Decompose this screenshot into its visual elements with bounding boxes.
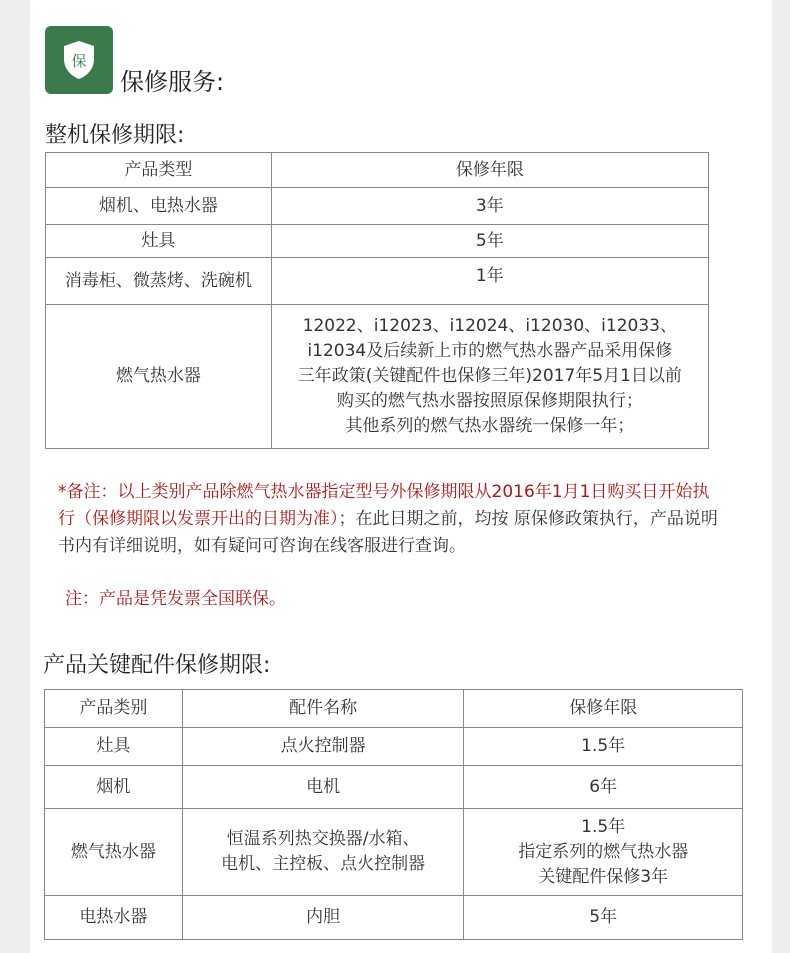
category-cell: 电热水器 bbox=[45, 896, 183, 940]
invoice-note: 注：产品是凭发票全国联保。 bbox=[65, 589, 286, 609]
parts-title: 产品关键配件保修期限: bbox=[43, 653, 271, 678]
product-cell: 烟机、电热水器 bbox=[46, 188, 272, 225]
period-cell: 1.5年 bbox=[464, 728, 743, 766]
column-header-period: 保修年限 bbox=[271, 153, 708, 188]
table-row bbox=[46, 305, 709, 449]
column-header-category: 产品类别 bbox=[45, 690, 183, 728]
parts-warranty-table bbox=[44, 689, 743, 940]
column-header-period: 保修年限 bbox=[464, 690, 743, 728]
column-header-product: 产品类型 bbox=[46, 153, 272, 188]
part-line: 电机、主控板、点火控制器 bbox=[221, 854, 426, 874]
product-cell: 灶具 bbox=[46, 225, 272, 258]
policy-line: 三年政策(关键配件也保修三年)2017年5月1日以前 bbox=[297, 366, 682, 386]
period-cell: 5年 bbox=[464, 896, 743, 940]
table-row bbox=[45, 766, 743, 809]
remark-paragraph bbox=[58, 479, 718, 560]
column-header-part: 配件名称 bbox=[182, 690, 464, 728]
policy-line: i12034及后续新上市的燃气热水器产品采用保修 bbox=[307, 341, 673, 361]
warranty-shield-badge bbox=[45, 26, 113, 94]
part-cell: 点火控制器 bbox=[182, 728, 464, 766]
period-line: 关键配件保修3年 bbox=[538, 866, 669, 887]
period-cell: 5年 bbox=[271, 225, 708, 258]
shield-icon bbox=[61, 39, 97, 81]
table-row bbox=[46, 188, 709, 225]
product-cell: 燃气热水器 bbox=[46, 305, 272, 449]
policy-line: 购买的燃气热水器按照原保修期限执行； bbox=[336, 391, 643, 411]
whole-unit-warranty-table bbox=[45, 152, 709, 449]
remark-red-text: *备注：以上类别产品除燃气热水器指定型号外保修期限从2016年1月1日购买日开始执行（保修期限以发票开出的日期为准） bbox=[58, 482, 710, 529]
policy-line: 其他系列的燃气热水器统一保修一年； bbox=[345, 416, 635, 436]
table-row bbox=[45, 809, 743, 896]
part-cell: 内胆 bbox=[182, 896, 464, 940]
period-cell: 6年 bbox=[464, 766, 743, 809]
period-line: 指定系列的燃气热水器 bbox=[518, 841, 689, 862]
period-cell bbox=[464, 809, 743, 896]
table-header-row bbox=[45, 690, 743, 728]
category-cell: 烟机 bbox=[45, 766, 183, 809]
table-row bbox=[45, 728, 743, 766]
remark-text: ；在此日期之前，均按 原保修政策执行，产品说明书内有详细说明，如有疑问可咨询在线客服进行查询。 bbox=[58, 509, 718, 556]
table-row bbox=[45, 896, 743, 940]
period-line: 1.5年 bbox=[581, 816, 626, 837]
whole-unit-title: 整机保修期限: bbox=[45, 123, 185, 148]
period-cell: 3年 bbox=[271, 188, 708, 225]
page-title: 保修服务: bbox=[120, 68, 225, 96]
badge-char: 保 bbox=[71, 52, 87, 70]
part-cell bbox=[182, 809, 464, 896]
part-line: 恒温系列热交换器/水箱、 bbox=[226, 829, 420, 849]
policy-line: 12022、i12023、i12024、i12030、i12033、 bbox=[302, 316, 677, 336]
table-header-row bbox=[46, 153, 709, 188]
category-cell: 燃气热水器 bbox=[45, 809, 183, 896]
category-cell: 灶具 bbox=[45, 728, 183, 766]
period-cell: 1年 bbox=[271, 258, 708, 305]
period-policy-cell bbox=[271, 305, 708, 449]
part-cell: 电机 bbox=[182, 766, 464, 809]
table-row bbox=[46, 225, 709, 258]
product-cell: 消毒柜、微蒸烤、洗碗机 bbox=[46, 258, 272, 305]
table-row bbox=[46, 258, 709, 305]
